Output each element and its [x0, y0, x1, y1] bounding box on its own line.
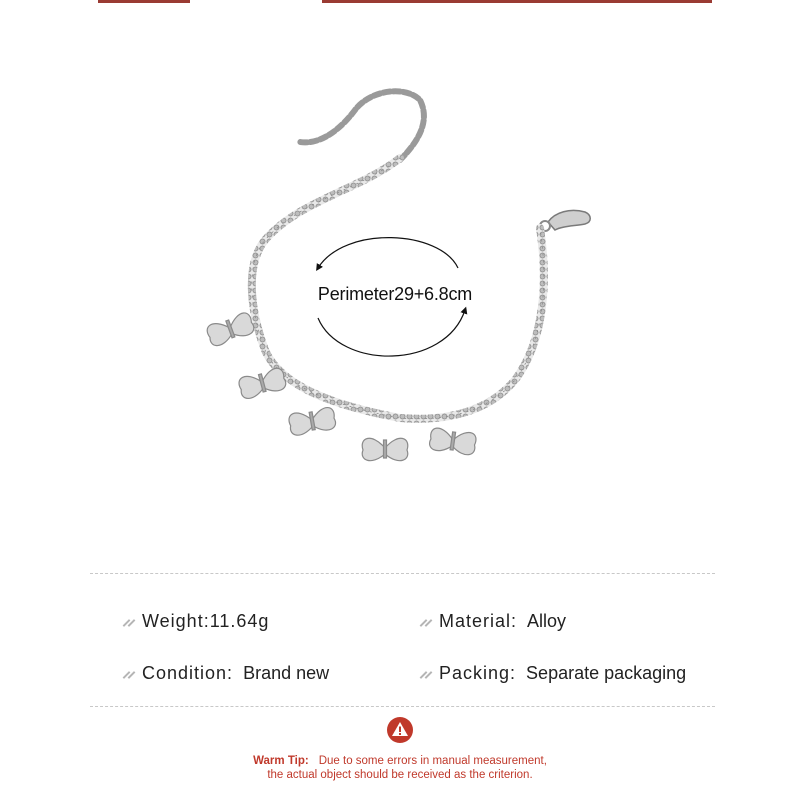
perimeter-arrow-bottom — [318, 310, 465, 356]
lobster-clasp — [548, 210, 590, 230]
spec-material-label: Material: — [439, 611, 518, 631]
butterfly-charm — [205, 311, 477, 461]
spec-packing-label: Packing: — [439, 663, 517, 683]
spec-weight — [122, 611, 269, 632]
warm-tip-line-2: the actual object should be received as the criterion. — [267, 769, 533, 781]
warm-tip-text-1: Due to some errors in manual measurement, — [318, 755, 547, 767]
spec-weight-value: 11.64g — [209, 611, 270, 631]
perimeter-arrow-top — [318, 238, 458, 268]
divider-bottom — [90, 706, 715, 707]
double-dash-icon — [419, 670, 433, 678]
warm-tip-line-1 — [0, 755, 800, 767]
warning-icon — [387, 717, 413, 743]
spec-material — [419, 611, 566, 632]
spec-condition-label: Condition: — [142, 663, 234, 683]
divider-top — [90, 573, 715, 574]
warm-tip-title: Warm Tip: — [253, 755, 309, 767]
double-dash-icon — [419, 618, 433, 626]
spec-packing-value: Separate packaging — [526, 663, 687, 683]
double-dash-icon — [122, 618, 136, 626]
spec-condition-value: Brand new — [243, 663, 330, 683]
perimeter-label: Perimeter29+6.8cm — [317, 284, 473, 304]
spec-material-value: Alloy — [527, 611, 567, 631]
spec-weight-label: Weight: — [142, 611, 210, 631]
extender-chain — [300, 91, 424, 160]
double-dash-icon — [122, 670, 136, 678]
spec-packing — [419, 663, 686, 684]
spec-condition — [122, 663, 329, 684]
